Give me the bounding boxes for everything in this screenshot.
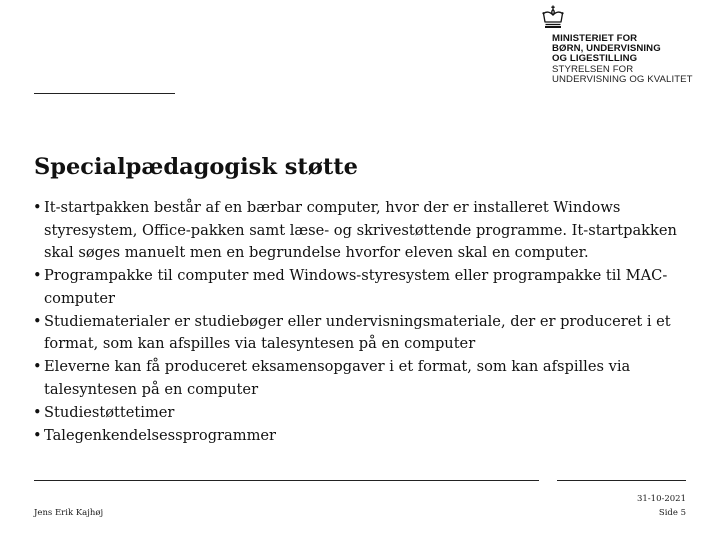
footer-page-number: Side 5 [658, 508, 686, 518]
bullet-item [33, 265, 693, 310]
bullet-marker: • [33, 426, 42, 444]
bullet-text: It-startpakken består af en bærbar computer, hvor der er installeret Windows styresystem, Office-pakken samt læse- og skrivestøttende programme. It-startpakken skal søges manuelt men en begrundelse hvorfor eleven skal en computer. [44, 199, 677, 262]
bullet-marker: • [33, 312, 42, 330]
bullet-marker: • [33, 358, 42, 376]
crown-icon [541, 5, 565, 29]
agency-name-line: UNDERVISNING OG KVALITET [552, 73, 693, 85]
ministry-name-line: BØRN, UNDERVISNING [552, 43, 661, 55]
bullet-text: Studiematerialer er studiebøger eller undervisningsmateriale, der er produceret i et format, som kan afspilles via talesyntesen på en computer [44, 312, 671, 353]
bullet-text: Eleverne kan få produceret eksamensopgaver i et format, som kan afspilles via talesyntesen på en computer [44, 358, 631, 398]
footer-date: 31-10-2021 [636, 494, 686, 504]
bullet-marker: • [33, 267, 42, 285]
bullet-text: Studiestøttetimer [44, 403, 175, 421]
bullet-text: Programpakke til computer med Windows-styresystem eller programpakke til MAC-computer [44, 267, 668, 307]
footer-divider [34, 480, 539, 481]
ministry-name-line: OG LIGESTILLING [552, 53, 638, 65]
footer-author: Jens Erik Kajhøj [34, 508, 104, 518]
bullet-list [33, 197, 693, 448]
bullet-item [33, 425, 693, 448]
bullet-text: Talegenkendelsessprogrammer [44, 426, 277, 444]
bullet-marker: • [33, 403, 42, 421]
agency-name-line: STYRELSEN FOR [552, 63, 634, 75]
bullet-item [33, 402, 693, 425]
bullet-item [33, 311, 693, 356]
footer-divider-short [557, 480, 686, 481]
bullet-item [33, 197, 693, 265]
bullet-marker: • [33, 199, 42, 216]
ministry-name-line: MINISTERIET FOR [552, 33, 638, 44]
ministry-wordmark [552, 34, 693, 85]
bullet-item [33, 356, 693, 401]
header-divider [34, 93, 175, 94]
slide-title: Specialpædagogisk støtte [34, 154, 358, 180]
